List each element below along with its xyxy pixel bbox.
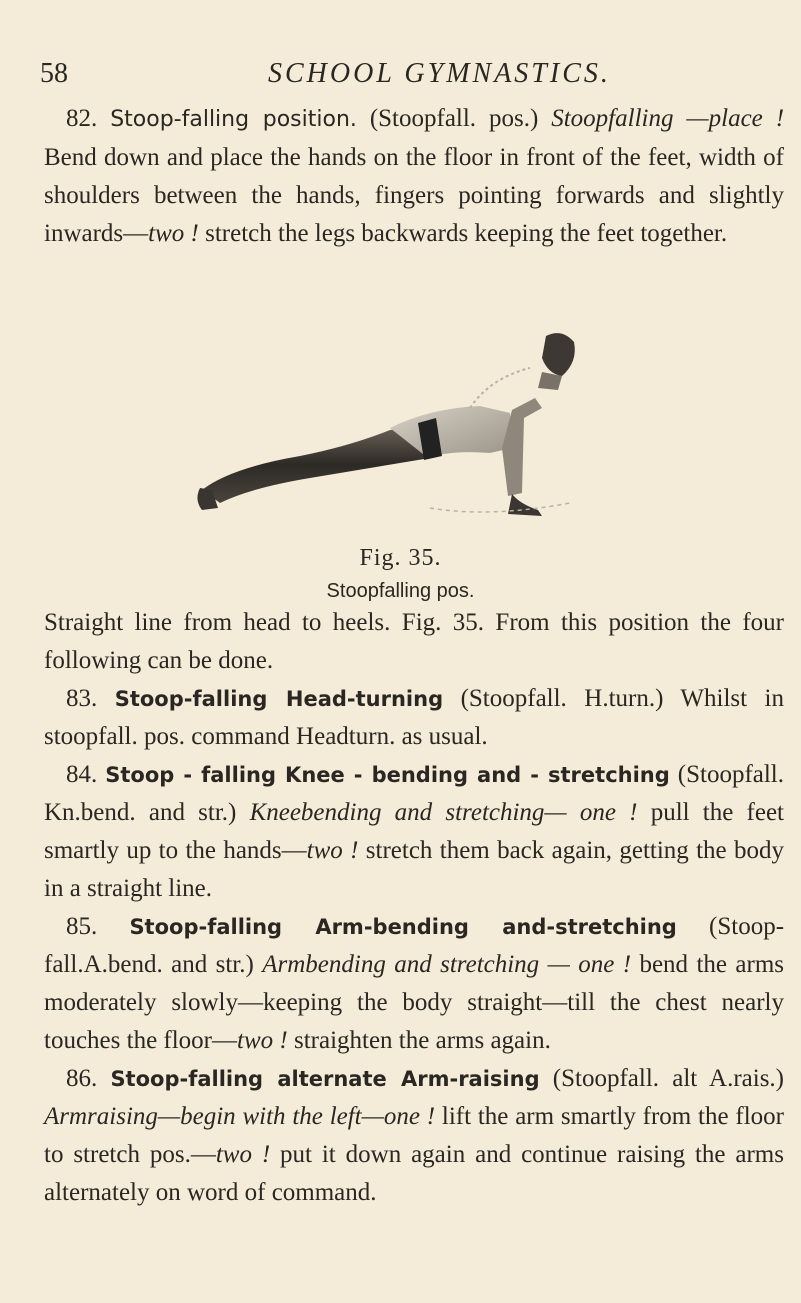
instruction-text: (Stoopfall. H.turn.) Whilst in stoopfall. pos. command Headturn. as usual. xyxy=(44,685,784,750)
exercise-title: Stoop-falling alternate Arm-raising xyxy=(110,1067,540,1091)
instruction-text: stretch the legs backwards keeping the feet together. xyxy=(198,220,728,247)
command: two ! xyxy=(306,837,359,864)
head-shape xyxy=(542,333,575,376)
legs-shape xyxy=(202,426,430,503)
exercise-number: 83. xyxy=(66,685,98,712)
abbreviation: (Stoop-fall.A.bend. and str.) xyxy=(44,913,785,978)
exercise-title: Stoop-falling Arm-bending and-stretching xyxy=(129,915,677,939)
shadow-shape xyxy=(470,368,530,408)
paragraph-85 xyxy=(44,908,784,1060)
abbreviation: (Stoopfall. pos.) xyxy=(356,105,552,132)
instruction-text: put it down again and continue raising the arms alternately on word of command. xyxy=(44,1141,784,1206)
section-83-86 xyxy=(44,604,784,1212)
command: Stoopfalling —place ! xyxy=(551,105,785,132)
abbreviation: (Stoopfall. alt A.rais.) xyxy=(539,1065,784,1092)
instruction-text: bend the arms moderately slowly—keeping the body straight—till the chest nearly touches the floor— xyxy=(44,951,784,1054)
exercise-number: 86. xyxy=(66,1065,98,1092)
command: two ! xyxy=(215,1141,271,1168)
command: two ! xyxy=(148,220,199,247)
paragraph-86 xyxy=(44,1060,784,1212)
paragraph-83 xyxy=(44,680,784,756)
paragraph-82 xyxy=(44,100,784,253)
exercise-number: 84. xyxy=(66,761,98,788)
instruction-text: lift the arm smartly from the floor to stretch pos.— xyxy=(44,1103,784,1168)
running-title: SCHOOL GYMNASTICS. xyxy=(268,58,611,89)
section-82 xyxy=(44,100,784,253)
exercise-title: Stoop-falling position. xyxy=(110,107,357,132)
instruction-text: pull the feet smartly up to the hands— xyxy=(44,799,785,864)
command: two ! xyxy=(237,1027,288,1054)
figure-illustration xyxy=(190,318,610,533)
exercise-title: Stoop - falling Knee - bending and - stretching xyxy=(105,763,670,787)
instruction-text: straighten the arms again. xyxy=(287,1027,551,1054)
floor-shadow xyxy=(430,503,570,512)
command: Kneebending and stretching— one ! xyxy=(249,799,638,826)
command: Armbending and stretching — one ! xyxy=(262,951,632,978)
abbreviation: (Stoopfall. Kn.bend. and str.) xyxy=(44,761,785,826)
figure-label: Fig. 35. xyxy=(359,545,442,571)
page-number: 58 xyxy=(40,58,68,89)
instruction-text: Bend down and place the hands on the floor in front of the feet, width of shoulders between the hands, fingers pointing forwards and slightly inwards— xyxy=(44,144,784,247)
exercise-title: Stoop-falling Head-turning xyxy=(114,687,444,711)
page-header xyxy=(40,58,780,94)
command: Armraising—begin with the left—one ! xyxy=(44,1103,436,1130)
figure-caption: Stoopfalling pos. xyxy=(326,580,475,602)
exercise-number: 85. xyxy=(66,913,98,940)
exercise-number: 82. xyxy=(66,105,98,132)
hand-shape xyxy=(508,494,542,516)
paragraph-after-figure: Straight line from head to heels. Fig. 35. From this position the four following can be done. xyxy=(44,609,784,674)
instruction-text: stretch them back again, getting the body in a straight line. xyxy=(44,837,784,902)
paragraph-84 xyxy=(44,756,784,908)
